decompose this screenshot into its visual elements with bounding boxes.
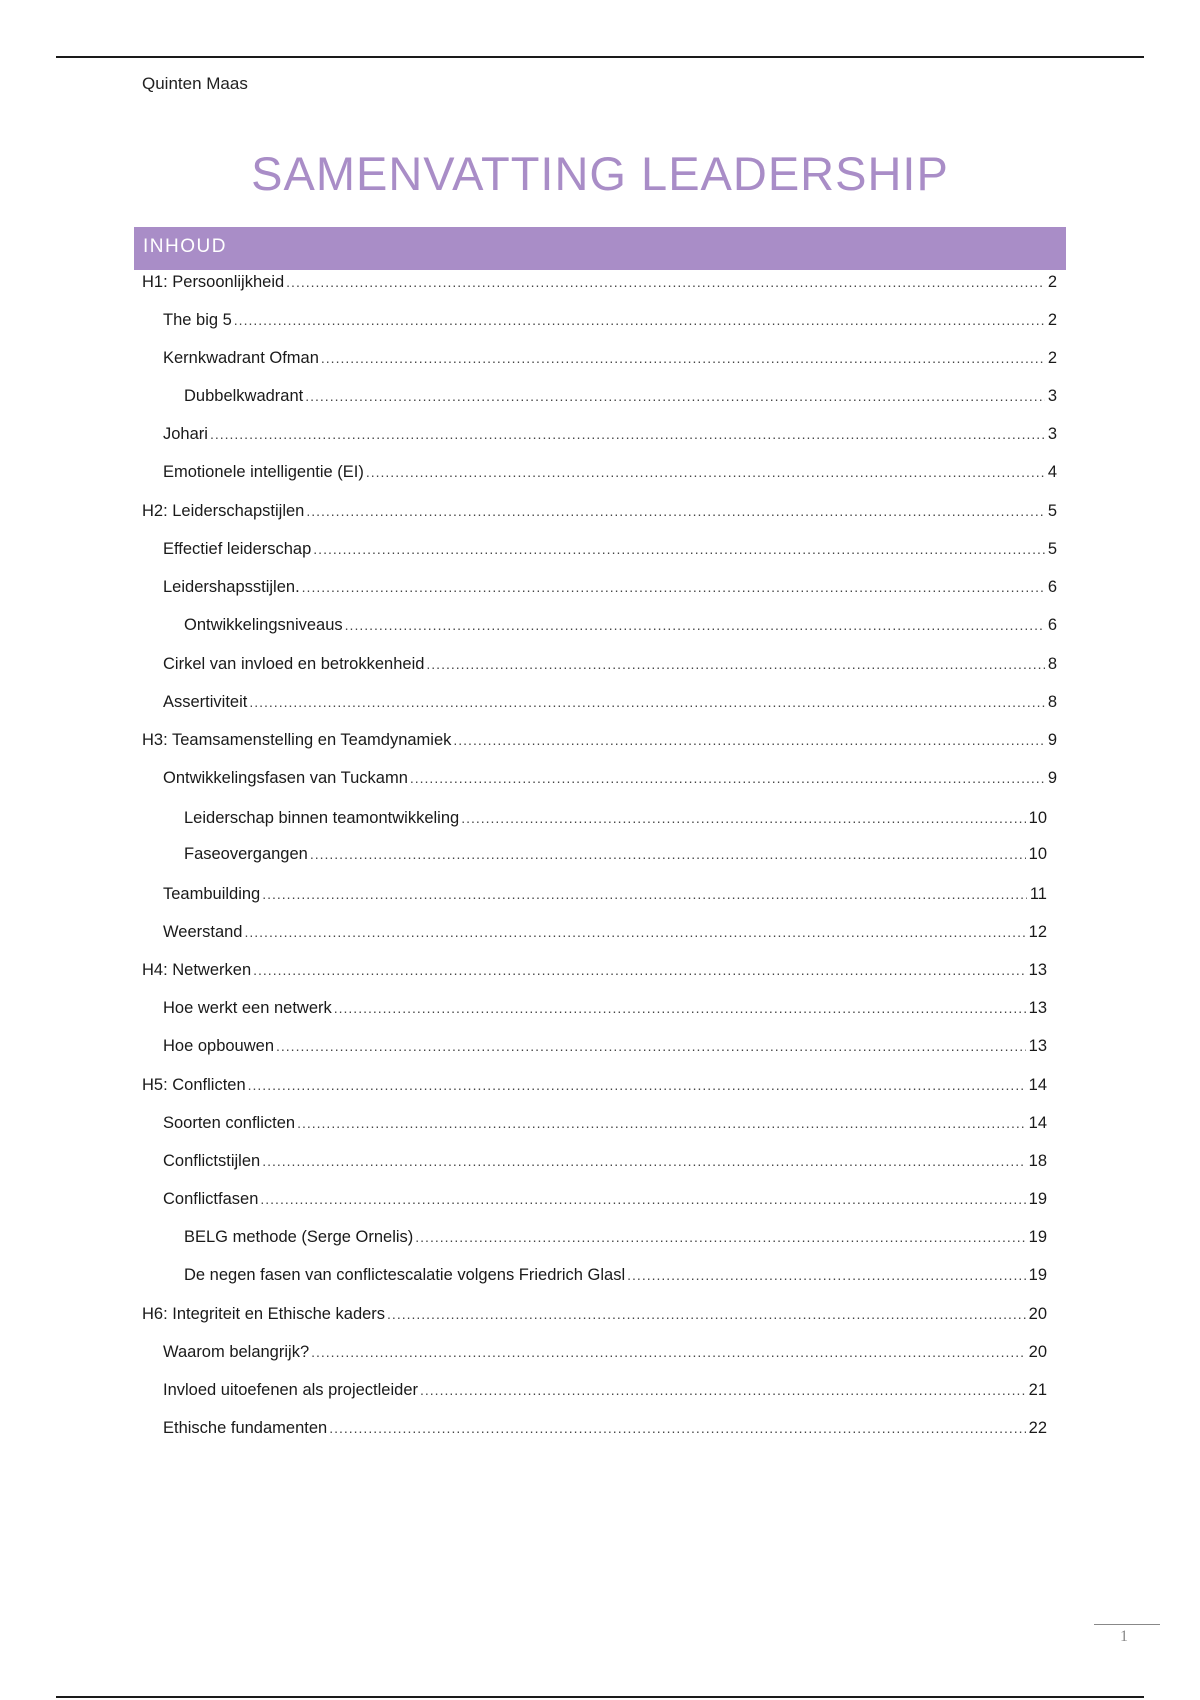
toc-leader-dots xyxy=(210,426,1045,442)
toc-entry-page: 13 xyxy=(1028,999,1047,1017)
toc-entry-label: Hoe werkt een netwerk xyxy=(163,999,332,1017)
toc-entry-label: Johari xyxy=(163,425,208,443)
toc-leader-dots xyxy=(334,1000,1026,1016)
toc-entry[interactable] xyxy=(184,1266,1047,1296)
toc-entry-page: 19 xyxy=(1028,1190,1047,1208)
toc-entry-page: 20 xyxy=(1028,1305,1047,1323)
toc-entry[interactable] xyxy=(163,349,1057,379)
toc-entry-label: H6: Integriteit en Ethische kaders xyxy=(142,1305,386,1323)
toc-entry-page: 13 xyxy=(1028,961,1047,979)
toc-entry-page: 8 xyxy=(1047,655,1057,673)
toc-leader-dots xyxy=(306,503,1044,519)
toc-leader-dots xyxy=(387,1306,1026,1322)
toc-leader-dots xyxy=(321,350,1045,366)
toc-entry-page: 3 xyxy=(1047,387,1057,405)
toc-entry[interactable] xyxy=(163,1114,1047,1144)
bottom-rule xyxy=(56,1696,1144,1698)
toc-entry-label: Effectief leiderschap xyxy=(163,540,312,558)
toc-leader-dots xyxy=(366,464,1045,480)
toc-entry[interactable] xyxy=(142,1076,1047,1106)
toc-leader-dots xyxy=(249,694,1044,710)
toc-leader-dots xyxy=(260,1191,1025,1207)
toc-entry-label: Soorten conflicten xyxy=(163,1114,296,1132)
toc-entry-page: 13 xyxy=(1028,1037,1047,1055)
toc-entry-label: H1: Persoonlijkheid xyxy=(142,273,285,291)
toc-entry-label: Leidershapsstijlen. xyxy=(163,578,300,596)
toc-entry[interactable] xyxy=(163,1343,1047,1373)
toc-entry[interactable] xyxy=(163,885,1047,915)
toc-entry-page: 5 xyxy=(1047,540,1057,558)
toc-heading: INHOUD xyxy=(143,236,227,257)
toc-entry-page: 9 xyxy=(1047,769,1057,787)
toc-entry[interactable] xyxy=(142,273,1057,303)
toc-entry-label: Cirkel van invloed en betrokkenheid xyxy=(163,655,425,673)
toc-entry-label: H3: Teamsamenstelling en Teamdynamiek xyxy=(142,731,452,749)
toc-entry-page: 14 xyxy=(1028,1076,1047,1094)
toc-entry[interactable] xyxy=(184,387,1057,417)
header-rule xyxy=(56,56,1144,58)
toc-entry-label: Conflictfasen xyxy=(163,1190,259,1208)
toc-entry[interactable] xyxy=(184,616,1057,646)
toc-leader-dots xyxy=(345,617,1045,633)
toc-entry-page: 22 xyxy=(1028,1419,1047,1437)
toc-leader-dots xyxy=(410,770,1045,786)
toc-entry-label: Assertiviteit xyxy=(163,693,248,711)
toc-leader-dots xyxy=(245,924,1026,940)
toc-entry-label: Ethische fundamenten xyxy=(163,1419,328,1437)
toc-entry-label: The big 5 xyxy=(163,311,232,329)
toc-entry-page: 6 xyxy=(1047,578,1057,596)
toc-entry-label: De negen fasen van conflictescalatie volgens Friedrich Glasl xyxy=(184,1266,626,1284)
toc-entry[interactable] xyxy=(142,502,1057,532)
toc-entry-label: H5: Conflicten xyxy=(142,1076,246,1094)
toc-leader-dots xyxy=(313,541,1045,557)
toc-entry-page: 2 xyxy=(1047,349,1057,367)
toc-entry[interactable] xyxy=(163,655,1057,685)
toc-entry-label: H2: Leiderschapstijlen xyxy=(142,502,305,520)
toc-entry-label: Hoe opbouwen xyxy=(163,1037,275,1055)
toc-entry-label: Waarom belangrijk? xyxy=(163,1343,310,1361)
footer-rule xyxy=(1094,1624,1160,1625)
toc-entry[interactable] xyxy=(163,1381,1047,1411)
toc-entry-page: 11 xyxy=(1029,885,1047,903)
toc-entry[interactable] xyxy=(163,425,1057,455)
toc-entry-label: Faseovergangen xyxy=(184,845,308,863)
toc-entry-page: 10 xyxy=(1028,809,1047,827)
toc-entry-page: 20 xyxy=(1028,1343,1047,1361)
toc-entry[interactable] xyxy=(163,1037,1047,1067)
toc-entry[interactable] xyxy=(163,693,1057,723)
toc-entry[interactable] xyxy=(163,578,1057,608)
toc-leader-dots xyxy=(248,1077,1026,1093)
toc-entry-label: Leiderschap binnen teamontwikkeling xyxy=(184,809,460,827)
toc-entry-page: 19 xyxy=(1028,1228,1047,1246)
toc-entry[interactable] xyxy=(163,1419,1047,1449)
toc-entry[interactable] xyxy=(184,845,1047,875)
toc-leader-dots xyxy=(262,1153,1025,1169)
toc-leader-dots xyxy=(453,732,1044,748)
toc-leader-dots xyxy=(234,312,1045,328)
toc-entry[interactable] xyxy=(163,463,1057,493)
toc-leader-dots xyxy=(305,388,1045,404)
author-name: Quinten Maas xyxy=(142,74,248,93)
toc-entry-label: Ontwikkelingsfasen van Tuckamn xyxy=(163,769,408,787)
toc-entry-label: Ontwikkelingsniveaus xyxy=(184,616,343,634)
toc-entry-page: 21 xyxy=(1028,1381,1047,1399)
toc-entry-label: Kernkwadrant Ofman xyxy=(163,349,319,367)
toc-leader-dots xyxy=(286,274,1045,290)
toc-entry[interactable] xyxy=(163,311,1057,341)
toc-leader-dots xyxy=(415,1229,1025,1245)
toc-entry[interactable] xyxy=(184,1228,1047,1258)
toc-leader-dots xyxy=(426,656,1044,672)
toc-entry-page: 19 xyxy=(1028,1266,1047,1284)
toc-entry-label: Dubbelkwadrant xyxy=(184,387,304,405)
toc-leader-dots xyxy=(627,1267,1025,1283)
toc-entry-label: H4: Netwerken xyxy=(142,961,252,979)
toc-leader-dots xyxy=(297,1115,1026,1131)
toc-entry-label: Emotionele intelligentie (EI) xyxy=(163,463,364,481)
toc-leader-dots xyxy=(302,579,1045,595)
toc-leader-dots xyxy=(276,1038,1026,1054)
toc-entry[interactable] xyxy=(142,961,1047,991)
toc-leader-dots xyxy=(420,1382,1026,1398)
toc-entry-page: 2 xyxy=(1047,273,1057,291)
toc-leader-dots xyxy=(310,846,1026,862)
toc-entry-page: 3 xyxy=(1047,425,1057,443)
toc-entry[interactable] xyxy=(163,1152,1047,1182)
toc-entry-label: Teambuilding xyxy=(163,885,261,903)
toc-entry-page: 5 xyxy=(1047,502,1057,520)
toc-entry-label: Conflictstijlen xyxy=(163,1152,261,1170)
toc-entry-page: 6 xyxy=(1047,616,1057,634)
toc-entry-label: Invloed uitoefenen als projectleider xyxy=(163,1381,419,1399)
toc-leader-dots xyxy=(329,1420,1025,1436)
toc-entry-page: 4 xyxy=(1047,463,1057,481)
toc-entry[interactable] xyxy=(142,731,1057,761)
toc-entry[interactable] xyxy=(163,999,1047,1029)
page-number: 1 xyxy=(1120,1628,1128,1645)
toc-entry-page: 10 xyxy=(1028,845,1047,863)
toc-leader-dots xyxy=(253,962,1026,978)
toc-entry-page: 2 xyxy=(1047,311,1057,329)
toc-entry[interactable] xyxy=(184,809,1047,839)
toc-heading-bar xyxy=(134,227,1066,270)
toc-entry-page: 12 xyxy=(1028,923,1047,941)
toc-entry-page: 9 xyxy=(1047,731,1057,749)
toc-entry[interactable] xyxy=(163,540,1057,570)
toc-leader-dots xyxy=(311,1344,1026,1360)
toc-entry-page: 18 xyxy=(1028,1152,1047,1170)
toc-leader-dots xyxy=(461,810,1025,826)
toc-entry[interactable] xyxy=(163,769,1057,799)
toc-entry-page: 8 xyxy=(1047,693,1057,711)
toc-entry[interactable] xyxy=(163,1190,1047,1220)
toc-leader-dots xyxy=(262,886,1027,902)
toc-entry[interactable] xyxy=(142,1305,1047,1335)
document-title: SAMENVATTING LEADERSHIP xyxy=(251,147,949,200)
toc-entry-label: Weerstand xyxy=(163,923,243,941)
toc-entry-page: 14 xyxy=(1028,1114,1047,1132)
toc-entry-label: BELG methode (Serge Ornelis) xyxy=(184,1228,414,1246)
toc-entry[interactable] xyxy=(163,923,1047,953)
